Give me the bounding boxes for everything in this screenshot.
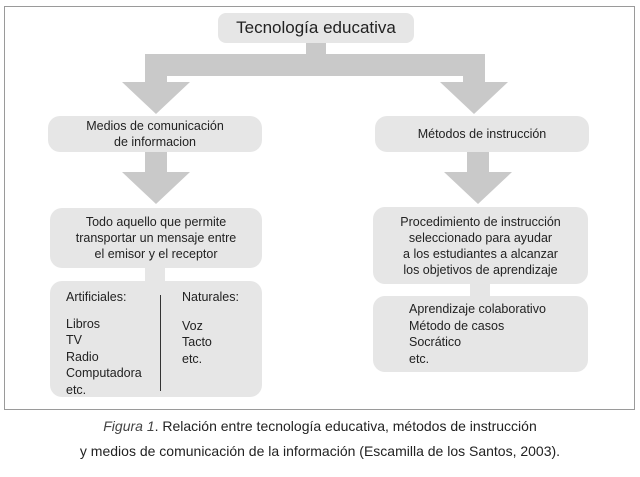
methods-heading: Métodos de instrucción xyxy=(417,127,547,141)
list-item: Radio xyxy=(66,349,99,364)
natural-list xyxy=(182,289,239,367)
arrow-down-icon xyxy=(440,82,508,114)
caption-text: . Relación entre tecnología educativa, métodos de instrucción xyxy=(154,418,537,434)
media-types-box xyxy=(50,281,262,397)
right-branch-stem xyxy=(463,54,485,84)
definition-line: el emisor y el receptor xyxy=(94,247,218,261)
methods-examples-box xyxy=(373,296,588,372)
list-item: Socrático xyxy=(409,335,462,349)
media-heading-line: de informacion xyxy=(114,135,196,149)
left-arrow-stem xyxy=(145,152,167,174)
definition-line: a los estudiantes a alcanzar xyxy=(403,246,558,261)
artificial-label: Artificiales: xyxy=(66,290,127,304)
methods-definition-box xyxy=(373,207,588,284)
left-connector xyxy=(145,266,165,282)
arrow-down-icon xyxy=(444,172,512,204)
figure-caption-line-2 xyxy=(0,443,640,459)
figure-caption-line-1 xyxy=(0,418,640,434)
list-item: Aprendizaje colaborativo xyxy=(409,302,546,316)
definition-line: Procedimiento de instrucción xyxy=(400,214,561,229)
title-text: Tecnología educativa xyxy=(236,18,396,37)
definition-line: transportar un mensaje entre xyxy=(75,231,237,245)
figure-label: Figura 1 xyxy=(103,418,155,434)
right-arrow-stem xyxy=(467,152,489,174)
artificial-list xyxy=(66,289,142,398)
media-heading-line: Medios de comunicación xyxy=(86,119,224,133)
caption-text: y medios de comunicación de la información (Escamilla de los Santos, 2003). xyxy=(79,443,561,459)
list-item: etc. xyxy=(66,382,87,397)
list-item: Libros xyxy=(66,316,101,331)
definition-line: seleccionado para ayudar xyxy=(408,230,553,245)
list-item: etc. xyxy=(409,351,430,366)
arrow-down-icon xyxy=(122,172,190,204)
title-box xyxy=(218,13,414,43)
list-item: Método de casos xyxy=(409,318,505,333)
column-divider xyxy=(160,295,161,391)
methods-list xyxy=(409,301,546,367)
methods-heading-box xyxy=(375,116,589,152)
natural-label: Naturales: xyxy=(182,290,239,304)
list-item: TV xyxy=(66,333,82,347)
branch-bar xyxy=(145,54,485,76)
list-item: Computadora xyxy=(66,366,142,380)
arrow-down-icon xyxy=(122,82,190,114)
list-item: Voz xyxy=(182,318,203,333)
media-definition-box xyxy=(50,208,262,268)
list-item: etc. xyxy=(182,351,203,366)
definition-line: Todo aquello que permite xyxy=(85,215,227,229)
left-branch-stem xyxy=(145,54,167,84)
media-heading-box xyxy=(48,116,262,152)
definition-line: los objetivos de aprendizaje xyxy=(403,262,558,277)
list-item: Tacto xyxy=(182,335,212,349)
